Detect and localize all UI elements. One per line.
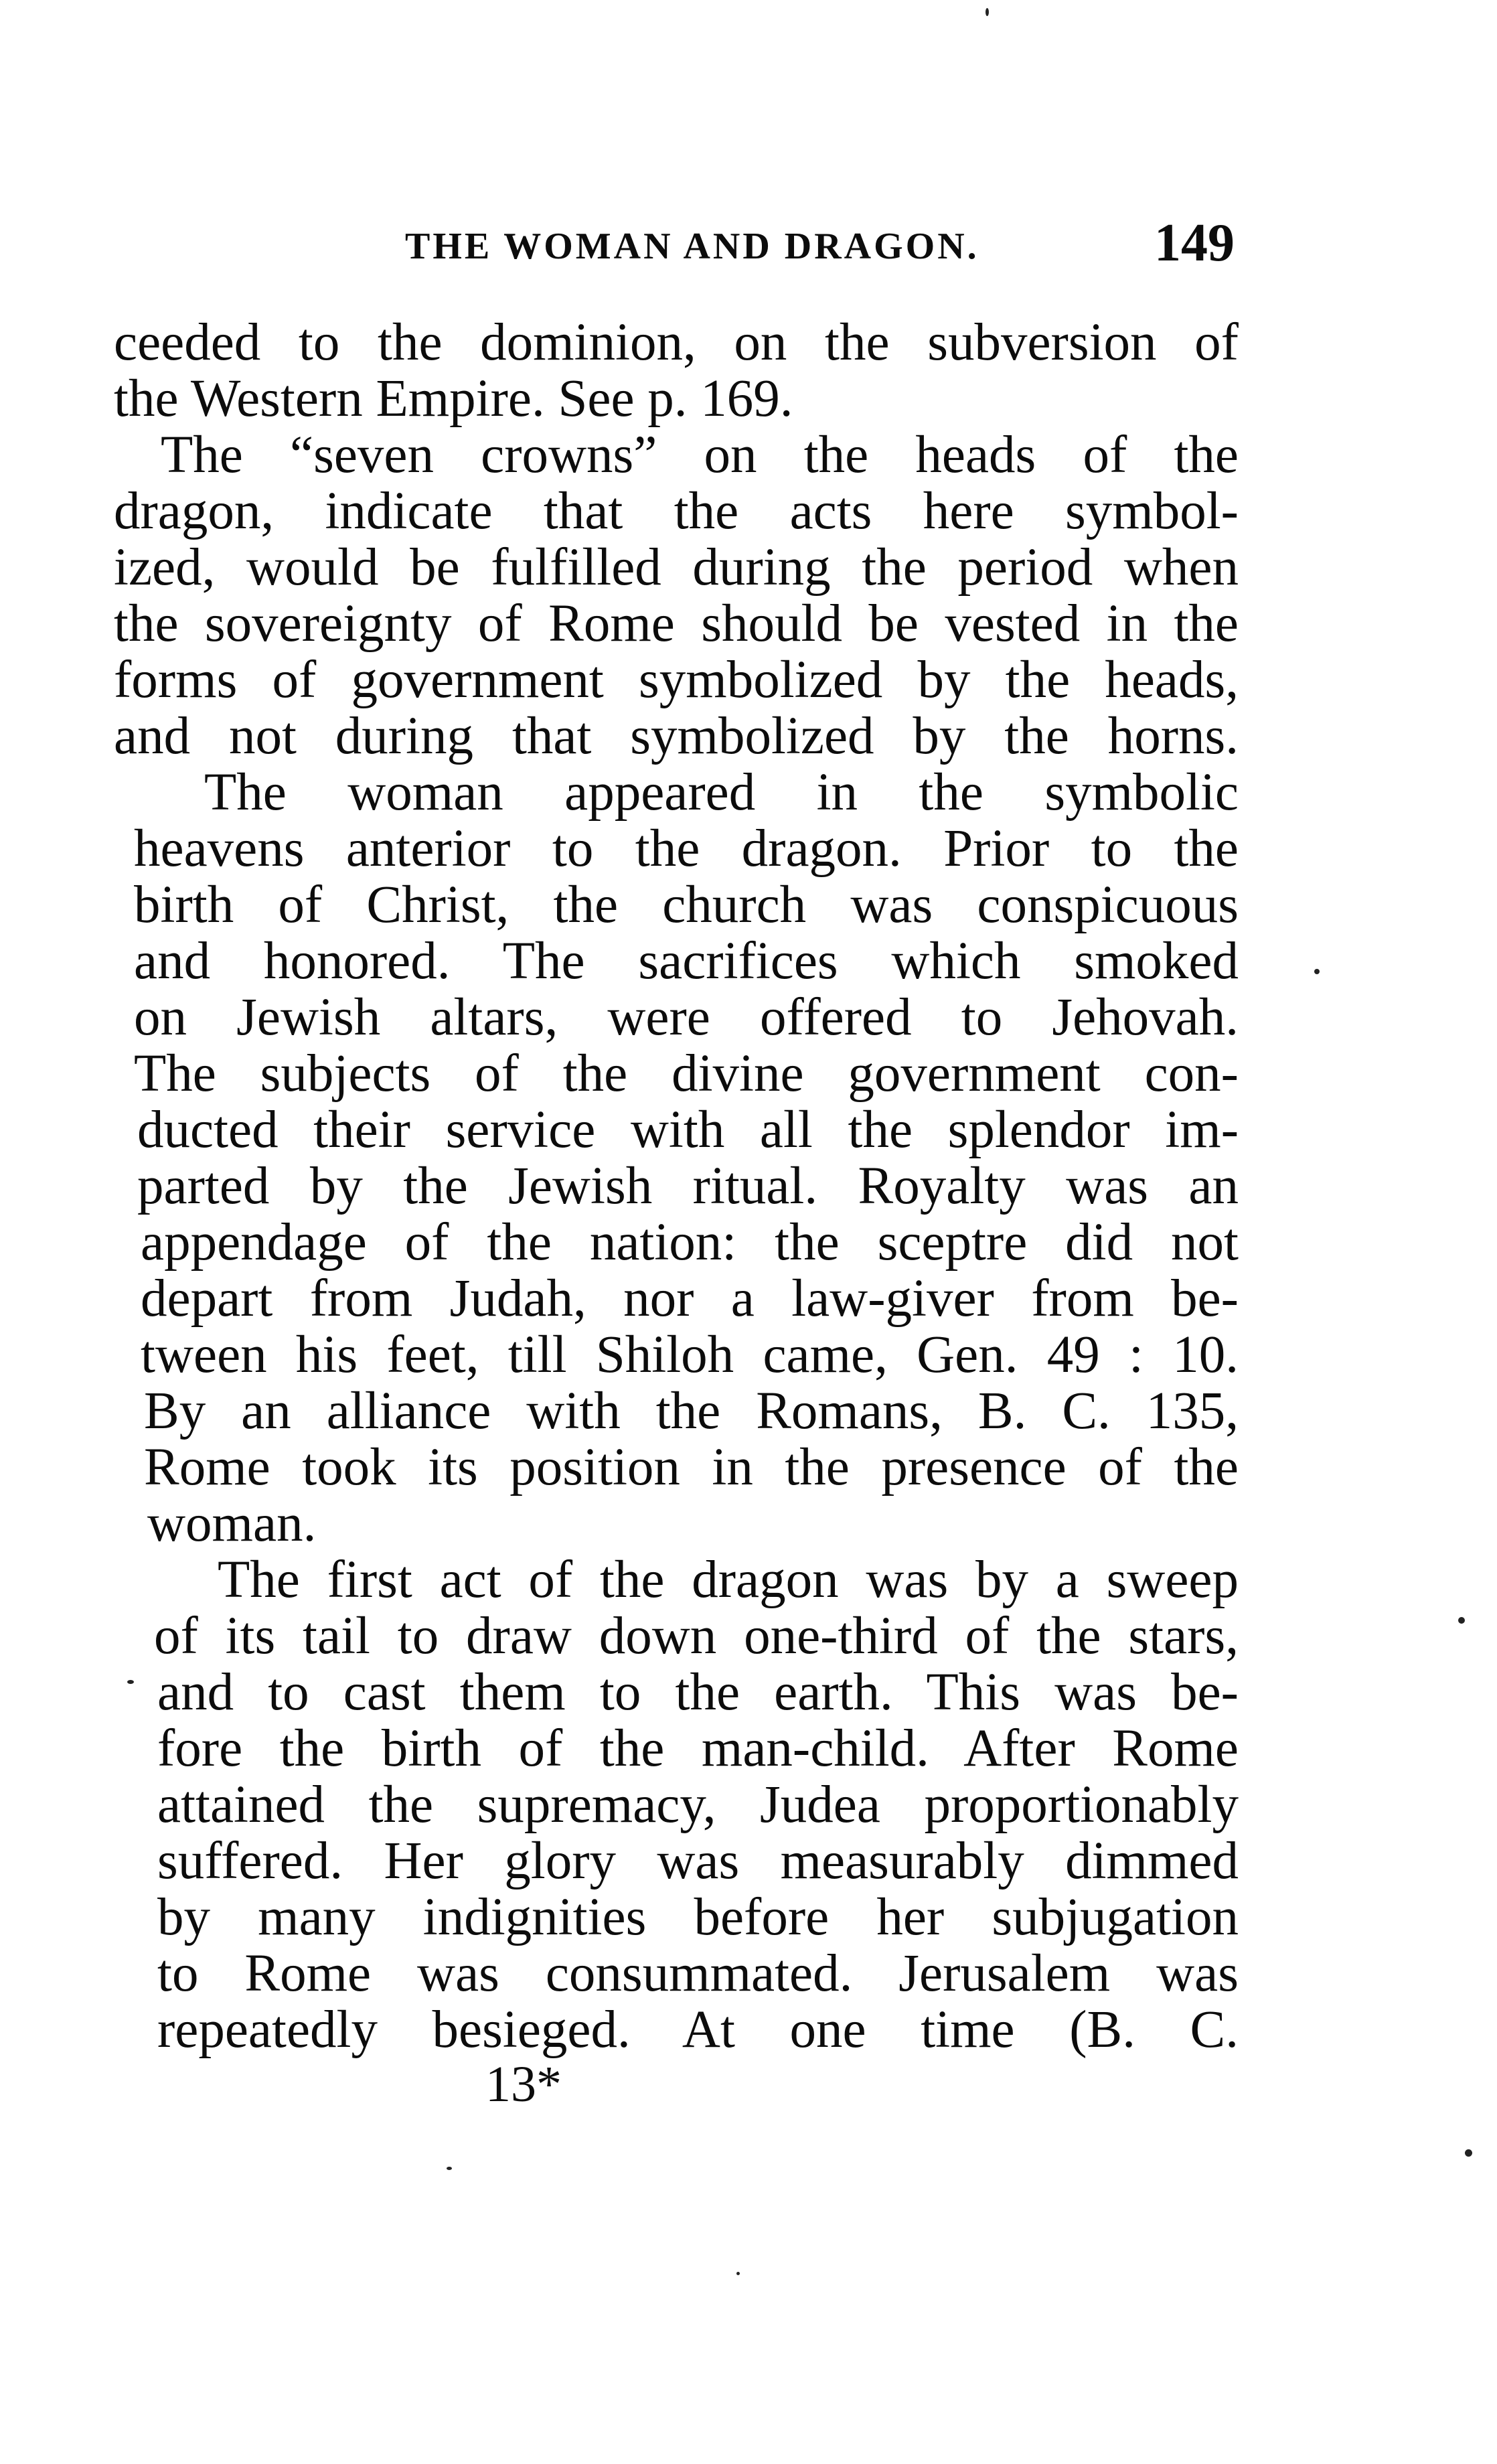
text-line: The woman appeared in the symbolic — [204, 763, 1239, 822]
text-line: depart from Judah, nor a law-giver from be- — [141, 1269, 1239, 1328]
text-line: Rome took its position in the presence of the — [144, 1438, 1239, 1496]
text-line: appendage of the nation: the sceptre did not — [141, 1213, 1239, 1272]
text-line: suffered. Her glory was measurably dimmed — [157, 1832, 1239, 1890]
text-line: ducted their service with all the splendor im- — [137, 1101, 1239, 1159]
speck-mark — [1314, 969, 1320, 974]
text-line: birth of Christ, the church was conspicuous — [134, 876, 1239, 934]
text-line: fore the birth of the man-child. After Rome — [157, 1719, 1239, 1778]
text-line: The subjects of the divine government con- — [134, 1045, 1239, 1103]
text-line: the Western Empire. See p. 169. — [114, 370, 793, 428]
text-line: on Jewish altars, were offered to Jehovah. — [134, 988, 1239, 1047]
text-line: repeatedly besieged. At one time (B. C. — [157, 2001, 1239, 2059]
text-line: and not during that symbolized by the horns. — [114, 707, 1239, 765]
running-head: THE WOMAN AND DRAGON. — [405, 226, 979, 267]
text-line: of its tail to draw down one-third of the stars, — [154, 1607, 1239, 1665]
text-line: ized, would be fulfilled during the period when — [114, 538, 1239, 597]
speck-mark — [1465, 2149, 1472, 2157]
speck-mark — [736, 2272, 740, 2275]
text-line: ceeded to the dominion, on the subversion of — [114, 313, 1239, 372]
text-line: to Rome was consummated. Jerusalem was — [157, 1944, 1239, 2003]
text-line: and honored. The sacrifices which smoked — [134, 932, 1239, 990]
text-line: and to cast them to the earth. This was be- — [157, 1663, 1239, 1721]
speck-mark — [447, 2167, 452, 2170]
text-line: dragon, indicate that the acts here symbol- — [114, 482, 1239, 540]
text-line: forms of government symbolized by the heads, — [114, 651, 1239, 709]
text-line: woman. — [147, 1494, 317, 1553]
text-line: tween his feet, till Shiloh came, Gen. 49 : 10. — [141, 1326, 1239, 1384]
text-line: The “seven crowns” on the heads of the — [161, 426, 1239, 484]
text-line: by many indignities before her subjugation — [157, 1888, 1239, 1946]
text-line: The first act of the dragon was by a sweep — [218, 1551, 1239, 1609]
page-header — [0, 213, 1497, 273]
text-line: parted by the Jewish ritual. Royalty was an — [137, 1157, 1239, 1215]
speck-mark — [986, 8, 989, 16]
text-line: heavens anterior to the dragon. Prior to the — [134, 820, 1239, 878]
page-number: 149 — [1154, 214, 1235, 273]
text-line: attained the supremacy, Judea proportionably — [157, 1776, 1239, 1834]
signature-mark: 13* — [485, 2056, 562, 2112]
speck-mark — [127, 1680, 134, 1684]
text-line: By an alliance with the Romans, B. C. 135, — [144, 1382, 1239, 1440]
text-line: the sovereignty of Rome should be vested in the — [114, 595, 1239, 653]
speck-mark — [1458, 1617, 1465, 1624]
